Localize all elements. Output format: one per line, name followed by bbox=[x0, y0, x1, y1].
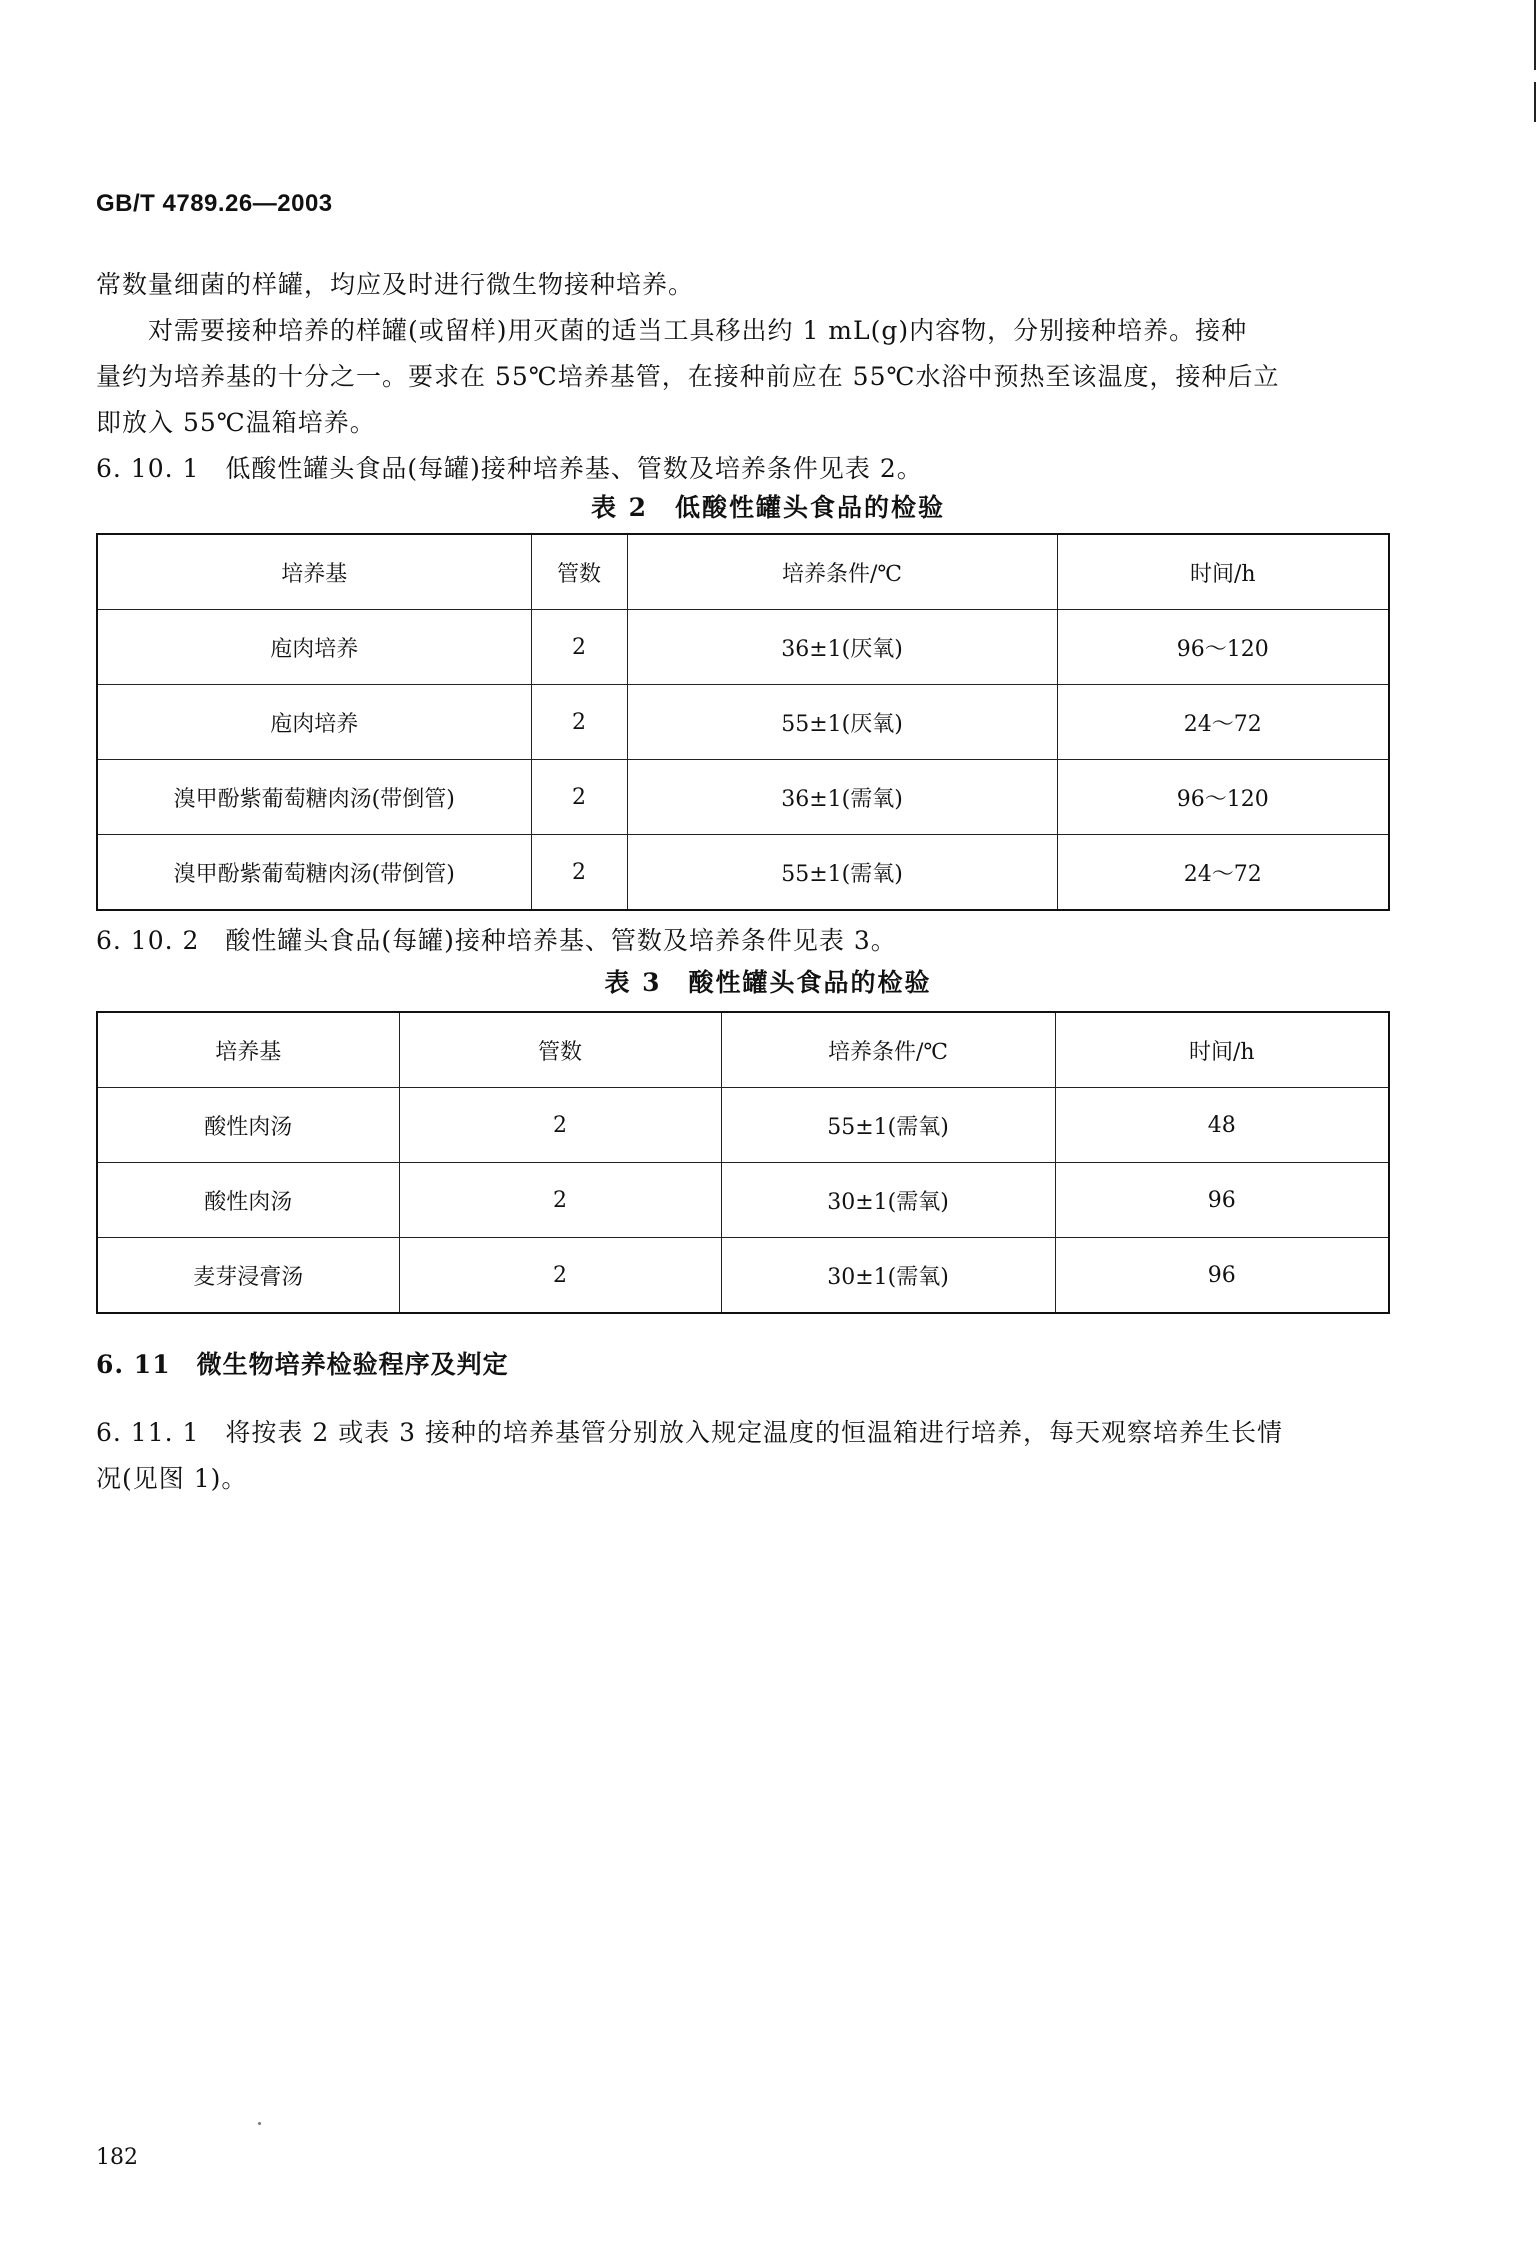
table-cell: 96 bbox=[1055, 1163, 1389, 1238]
standard-code-header: GB/T 4789.26—2003 bbox=[96, 190, 333, 217]
table-row bbox=[97, 1238, 1389, 1314]
table-cell: 48 bbox=[1055, 1088, 1389, 1163]
table-header-cell: 培养基 bbox=[97, 1012, 399, 1088]
paragraph-continuation: 常数量细菌的样罐，均应及时进行微生物接种培养。 bbox=[96, 270, 695, 299]
table-cell: 24～72 bbox=[1057, 835, 1389, 911]
table-header-cell: 时间/h bbox=[1057, 534, 1389, 610]
table-header-cell: 培养基 bbox=[97, 534, 531, 610]
paragraph-line: 量约为培养基的十分之一。要求在 55℃培养基管，在接种前应在 55℃水浴中预热至该温度，接种后立 bbox=[96, 362, 1280, 391]
paragraph-line: 即放入 55℃温箱培养。 bbox=[96, 408, 376, 437]
table-header-cell: 管数 bbox=[399, 1012, 721, 1088]
table-cell: 96 bbox=[1055, 1238, 1389, 1314]
table-row bbox=[97, 1163, 1389, 1238]
table-cell: 麦芽浸膏汤 bbox=[97, 1238, 399, 1314]
table-cell: 36±1(需氧) bbox=[627, 760, 1057, 835]
table-row bbox=[97, 610, 1389, 685]
table-cell: 55±1(需氧) bbox=[721, 1088, 1055, 1163]
table-cell: 溴甲酚紫葡萄糖肉汤(带倒管) bbox=[97, 835, 531, 911]
table-row bbox=[97, 1088, 1389, 1163]
table-cell: 2 bbox=[399, 1238, 721, 1314]
table-cell: 55±1(厌氧) bbox=[627, 685, 1057, 760]
table-cell: 36±1(厌氧) bbox=[627, 610, 1057, 685]
table-header-cell: 管数 bbox=[531, 534, 627, 610]
paragraph-line: 对需要接种培养的样罐(或留样)用灭菌的适当工具移出约 1 mL(g)内容物，分别接种培养。接种 bbox=[148, 316, 1248, 345]
section-6-11-1-line: 况(见图 1)。 bbox=[96, 1464, 248, 1493]
table-cell: 2 bbox=[531, 760, 627, 835]
page-number: 182 bbox=[96, 2145, 138, 2170]
table-cell: 30±1(需氧) bbox=[721, 1163, 1055, 1238]
table-cell: 2 bbox=[399, 1088, 721, 1163]
table-cell: 2 bbox=[531, 685, 627, 760]
table-row bbox=[97, 685, 1389, 760]
scan-speck bbox=[258, 2122, 261, 2125]
section-6-11-1-line: 6. 11. 1 将按表 2 或表 3 接种的培养基管分别放入规定温度的恒温箱进行培养，每天观察培养生长情 bbox=[96, 1418, 1284, 1447]
table-2 bbox=[96, 533, 1390, 911]
table-cell: 2 bbox=[399, 1163, 721, 1238]
section-6-11-heading: 6. 11 微生物培养检验程序及判定 bbox=[96, 1350, 509, 1379]
table-header-cell: 培养条件/℃ bbox=[627, 534, 1057, 610]
table-cell: 24～72 bbox=[1057, 685, 1389, 760]
table-header-cell: 时间/h bbox=[1055, 1012, 1389, 1088]
section-6-10-1: 6. 10. 1 低酸性罐头食品(每罐)接种培养基、管数及培养条件见表 2。 bbox=[96, 454, 923, 483]
table-2-caption: 表 2 低酸性罐头食品的检验 bbox=[590, 493, 946, 522]
table-header-row bbox=[97, 1012, 1389, 1088]
table-cell: 2 bbox=[531, 610, 627, 685]
table-cell: 2 bbox=[531, 835, 627, 911]
section-6-10-2: 6. 10. 2 酸性罐头食品(每罐)接种培养基、管数及培养条件见表 3。 bbox=[96, 926, 897, 955]
table-cell: 30±1(需氧) bbox=[721, 1238, 1055, 1314]
table-cell: 庖肉培养 bbox=[97, 685, 531, 760]
table-3 bbox=[96, 1011, 1390, 1314]
table-cell: 96～120 bbox=[1057, 760, 1389, 835]
table-cell: 酸性肉汤 bbox=[97, 1163, 399, 1238]
table-3-caption: 表 3 酸性罐头食品的检验 bbox=[604, 968, 932, 997]
table-cell: 庖肉培养 bbox=[97, 610, 531, 685]
table-row bbox=[97, 760, 1389, 835]
table-cell: 55±1(需氧) bbox=[627, 835, 1057, 911]
table-header-cell: 培养条件/℃ bbox=[721, 1012, 1055, 1088]
table-cell: 溴甲酚紫葡萄糖肉汤(带倒管) bbox=[97, 760, 531, 835]
table-row bbox=[97, 835, 1389, 911]
table-cell: 96～120 bbox=[1057, 610, 1389, 685]
table-cell: 酸性肉汤 bbox=[97, 1088, 399, 1163]
table-header-row bbox=[97, 534, 1389, 610]
